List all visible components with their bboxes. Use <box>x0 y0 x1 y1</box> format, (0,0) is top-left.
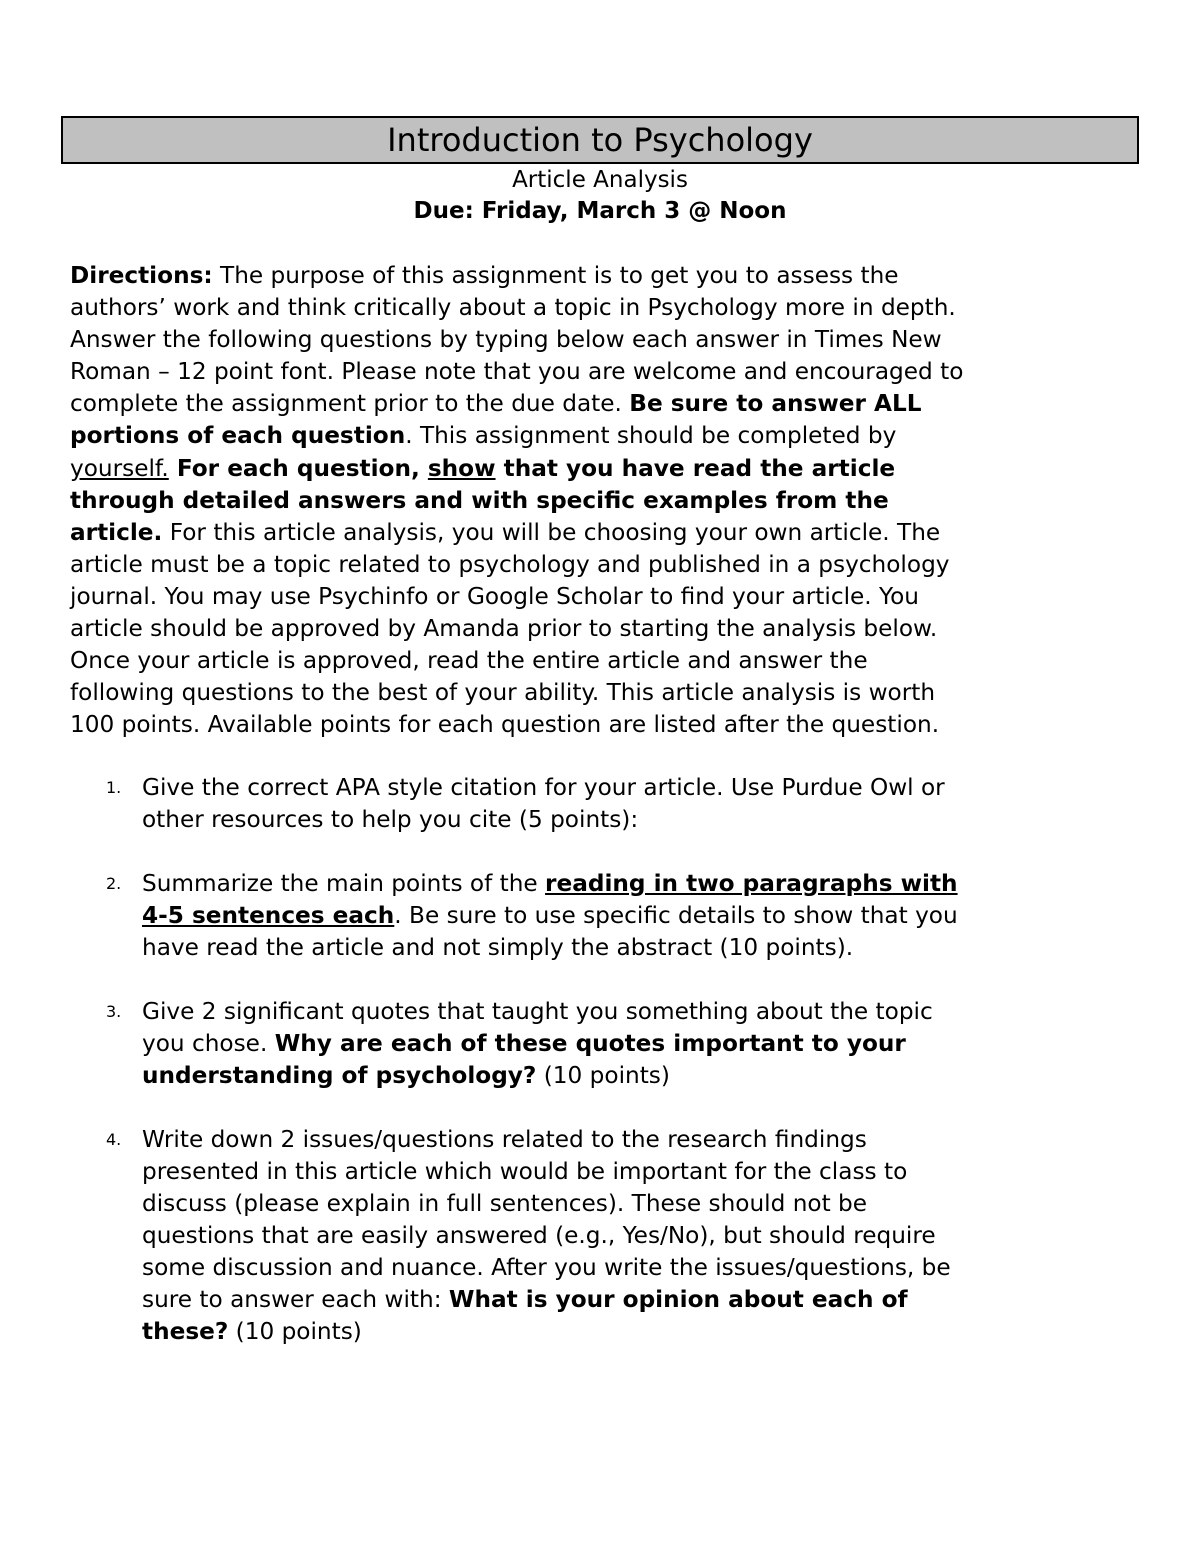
emphasis-text: portions of each question <box>70 422 406 450</box>
question-text <box>142 772 1140 836</box>
question-number: 2. <box>106 874 122 893</box>
question-text-segment: sure to answer each with: <box>142 1286 449 1313</box>
directions-line: authors’ work and think critically about a topic in Psychology more in depth. <box>70 294 956 322</box>
question-text-segment: (10 points) <box>536 1062 670 1089</box>
directions-text: The purpose of this assignment is to get you to assess the <box>212 262 899 289</box>
question-number: 3. <box>106 1002 122 1021</box>
question-number: 4. <box>106 1130 122 1149</box>
question-line: Give 2 significant quotes that taught you something about the topic <box>142 998 933 1025</box>
document-subtitle: Article Analysis <box>512 167 688 193</box>
directions-line: article must be a topic related to psychology and published in a psychology <box>70 550 950 578</box>
question-line: Write down 2 issues/questions related to the research findings <box>142 1126 867 1153</box>
directions-text: complete the assignment prior to the due date. <box>70 390 630 418</box>
question-line: have read the article and not simply the abstract (10 points). <box>142 934 854 961</box>
directions-line <box>70 388 1140 420</box>
directions-line: following questions to the best of your ability. This article analysis is worth <box>70 679 936 707</box>
directions-line: 100 points. Available points for each question are listed after the question. <box>70 711 940 739</box>
question-text <box>142 1124 1140 1348</box>
emphasis-underlined-text: show <box>427 454 496 482</box>
question-item <box>70 1124 1140 1348</box>
question-text-segment: (10 points) <box>228 1318 362 1345</box>
directions-line: Once your article is approved, read the entire article and answer the <box>70 647 868 675</box>
directions-paragraph <box>70 260 1140 741</box>
directions-text: For this article analysis, you will be choosing your own article. The <box>162 518 941 546</box>
directions-line: Roman – 12 point font. Please note that you are welcome and encouraged to <box>70 358 964 386</box>
question-text-segment: you chose. <box>142 1030 275 1057</box>
question-text-segment: . Be sure to use specific details to show that you <box>394 902 958 929</box>
question-line <box>142 868 1140 900</box>
emphasis-text: article. <box>70 518 163 546</box>
emphasis-text: understanding of psychology? <box>142 1062 537 1089</box>
question-line: Give the correct APA style citation for your article. Use Purdue Owl or <box>142 774 945 801</box>
directions-line <box>70 517 1140 549</box>
question-line <box>142 1028 1140 1060</box>
underlined-text: yourself. <box>70 454 169 482</box>
question-item <box>70 996 1140 1092</box>
directions-line: article should be approved by Amanda prior to starting the analysis below. <box>70 615 938 643</box>
directions-label: Directions: <box>70 262 213 289</box>
document-title: Introduction to Psychology <box>61 116 1139 164</box>
question-item <box>70 868 1140 964</box>
directions-line <box>70 260 1140 292</box>
emphasis-text: For each question, <box>168 454 428 482</box>
question-line: some discussion and nuance. After you write the issues/questions, be <box>142 1254 951 1281</box>
question-line: other resources to help you cite (5 points): <box>142 806 639 833</box>
question-line: questions that are easily answered (e.g., Yes/No), but should require <box>142 1222 936 1249</box>
question-text <box>142 996 1140 1092</box>
emphasis-text: What is your opinion about each of <box>448 1286 908 1313</box>
emphasis-underlined-text: 4-5 sentences each <box>142 902 395 929</box>
question-text-segment: Summarize the main points of the <box>142 870 546 897</box>
emphasis-text: that you have read the article <box>495 454 896 482</box>
question-line <box>142 900 1140 932</box>
question-line <box>142 1060 1140 1092</box>
question-line: presented in this article which would be important for the class to <box>142 1158 908 1185</box>
question-number: 1. <box>106 778 122 797</box>
question-line <box>142 1316 1140 1348</box>
directions-line: journal. You may use Psychinfo or Google Scholar to find your article. You <box>70 582 919 610</box>
due-date: Due: Friday, March 3 @ Noon <box>413 198 787 224</box>
emphasis-underlined-text: reading in two paragraphs with <box>545 870 958 897</box>
question-item <box>70 772 1140 836</box>
question-line: discuss (please explain in full sentences). These should not be <box>142 1190 868 1217</box>
directions-line <box>70 420 1140 452</box>
question-text <box>142 868 1140 964</box>
emphasis-text: Be sure to answer ALL <box>629 390 922 418</box>
directions-line <box>70 453 1140 485</box>
directions-line: through detailed answers and with specific examples from the <box>70 486 889 514</box>
directions-text: . This assignment should be completed by <box>405 422 897 450</box>
emphasis-text: these? <box>142 1318 229 1345</box>
directions-line: Answer the following questions by typing below each answer in Times New <box>70 326 942 354</box>
question-line <box>142 1284 1140 1316</box>
emphasis-text: Why are each of these quotes important to your <box>274 1030 906 1057</box>
